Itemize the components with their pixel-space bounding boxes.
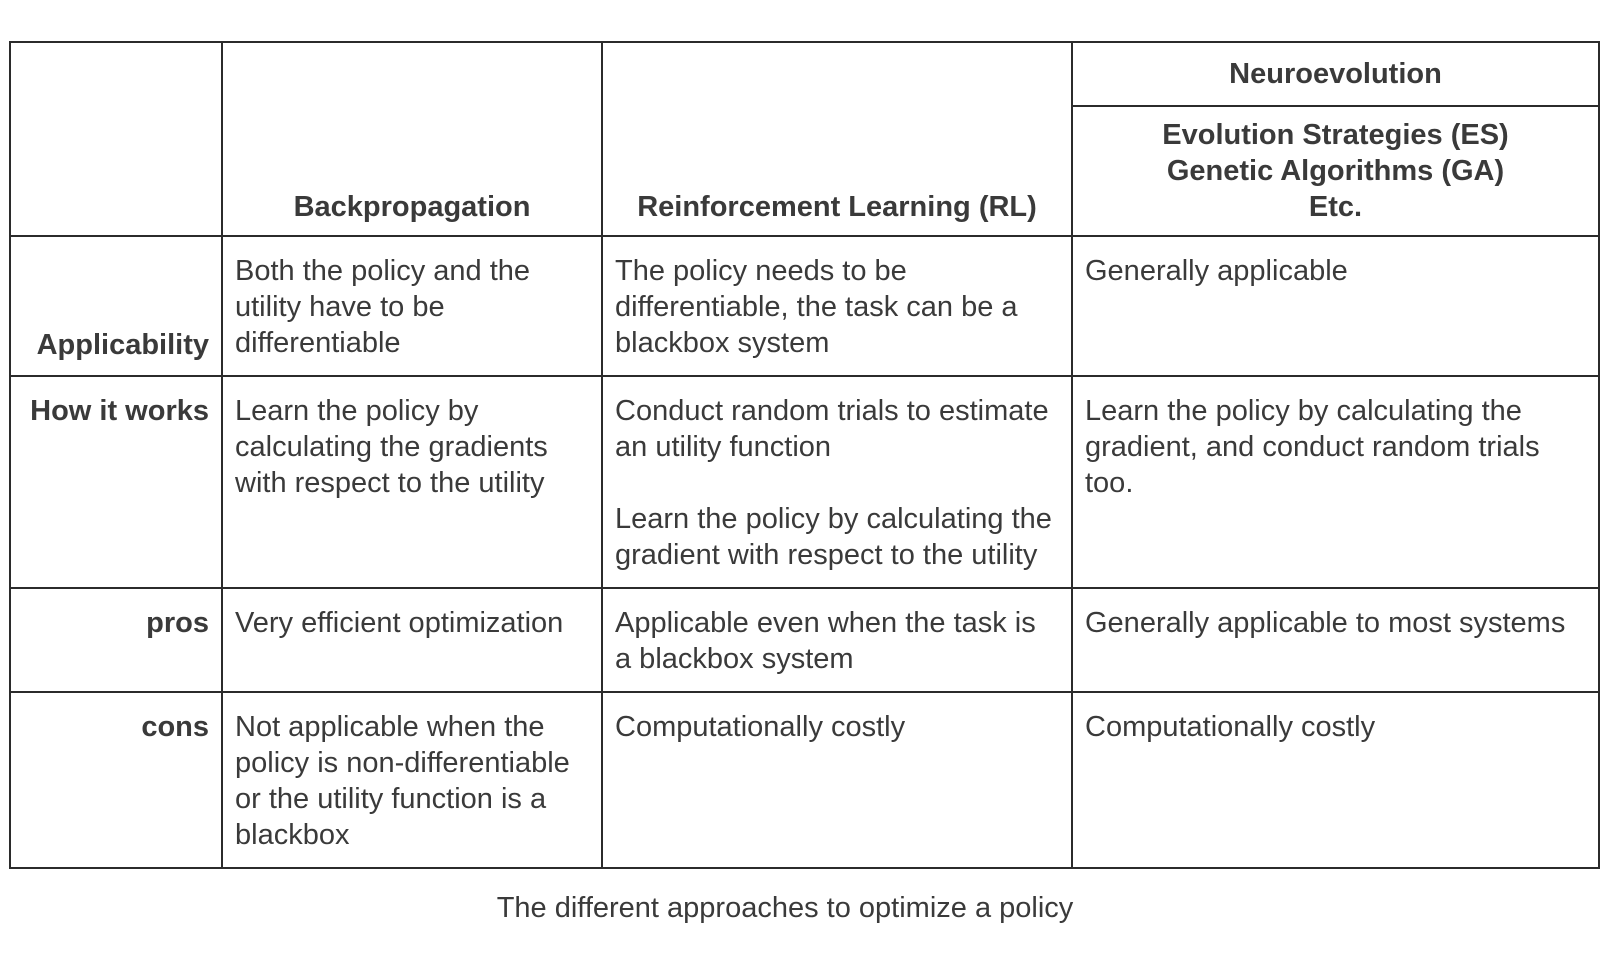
row-label-pros: pros (10, 588, 222, 692)
row-label-applicability: Applicability (10, 236, 222, 376)
cell-how-rl (602, 376, 1072, 588)
corner-cell (10, 42, 222, 236)
cell-cons-backprop: Not applicable when the policy is non-differentiable or the utility function is a blackbox (222, 692, 602, 868)
cell-cons-rl: Computationally costly (602, 692, 1072, 868)
header-ga: Genetic Algorithms (GA) (1166, 155, 1505, 187)
cell-pros-neuro: Generally applicable to most systems (1072, 588, 1599, 692)
table-row-cons (10, 692, 1599, 868)
header-etc: Etc. (1308, 191, 1363, 223)
cell-pros-backprop: Very efficient optimization (222, 588, 602, 692)
header-es: Evolution Strategies (ES) (1162, 119, 1509, 151)
cell-applicability-backprop: Both the policy and the utility have to be differentiable (222, 236, 602, 376)
cell-how-backprop: Learn the policy by calculating the gradients with respect to the utility (222, 376, 602, 588)
cell-applicability-rl: The policy needs to be differentiable, the task can be a blackbox system (602, 236, 1072, 376)
cell-pros-rl: Applicable even when the task is a blackbox system (602, 588, 1072, 692)
cell-how-rl-paragraph-2: Learn the policy by calculating the gradient with respect to the utility (615, 503, 1052, 571)
cell-cons-neuro: Computationally costly (1072, 692, 1599, 868)
row-label-how-it-works: How it works (10, 376, 222, 588)
header-neuroevolution-methods (1072, 106, 1599, 236)
header-neuroevolution: Neuroevolution (1072, 42, 1599, 106)
cell-how-neuro: Learn the policy by calculating the gradient, and conduct random trials too. (1072, 376, 1599, 588)
table-row-pros (10, 588, 1599, 692)
row-label-cons: cons (10, 692, 222, 868)
comparison-table (9, 41, 1600, 869)
header-reinforcement-learning: Reinforcement Learning (RL) (602, 42, 1072, 236)
table-row-how-it-works (10, 376, 1599, 588)
table-caption: The different approaches to optimize a policy (496, 892, 1074, 924)
cell-how-rl-paragraph-1: Conduct random trials to estimate an utility function (615, 395, 1049, 463)
cell-applicability-neuro: Generally applicable (1072, 236, 1599, 376)
table-row-applicability (10, 236, 1599, 376)
header-backpropagation: Backpropagation (222, 42, 602, 236)
